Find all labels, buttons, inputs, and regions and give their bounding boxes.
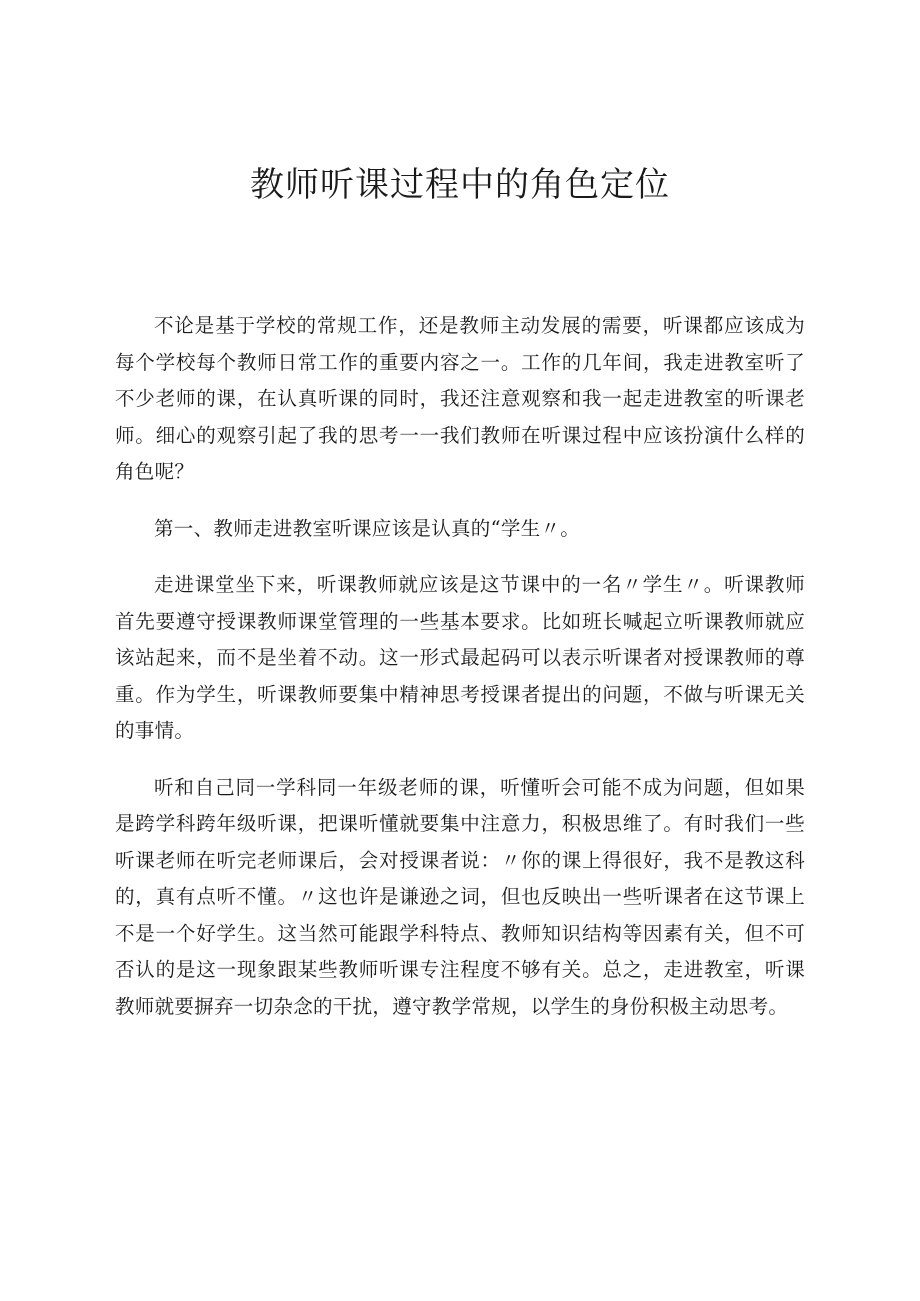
paragraph-heading-first: 第一、教师走进教室听课应该是认真的“学生〃。 — [154, 516, 581, 540]
document-title: 教师听课过程中的角色定位 — [250, 165, 670, 205]
paragraph-focus: 听和自己同一学科同一年级老师的课，听懂听会可能不成为问题，但如果是跨学科跨年级听课，把课听懂就要集中注意力，积极思维了。有时我们一些听课老师在听完老师课后，会对授课者说：〃你的课上得很好，我不是教这科的，真有点听不懂。〃这也许是谦逊之词，但也反映出一些听课者在这节课上不是一个好学生。这当然可能跟学科特点、教师知识结构等因素有关，但不可否认的是这一现象跟某些教师听课专注程度不够有关。总之，走进教室，听课教师就要摒弃一切杂念的干扰，遵守教学常规，以学生的身份积极主动思考。 — [115, 775, 805, 1018]
paragraph-intro: 不论是基于学校的常规工作，还是教师主动发展的需要，听课都应该成为每个学校每个教师日常工作的重要内容之一。工作的几年间，我走进教室听了不少老师的课，在认真听课的同时，我还注意观察和我一起走进教室的听课老师。细心的观察引起了我的思考一一我们教师在听课过程中应该扮演什么样的角色呢？ — [115, 314, 805, 483]
document-body — [115, 308, 805, 1045]
paragraph-student-role: 走进课堂坐下来，听课教师就应该是这节课中的一名〃学生〃。听课教师首先要遵守授课教师课堂管理的一些基本要求。比如班长喊起立听课教师就应该站起来，而不是坐着不动。这一形式最起码可以表示听课者对授课教师的尊重。作为学生，听课教师要集中精神思考授课者提出的问题，不做与听课无关的事情。 — [115, 573, 805, 742]
